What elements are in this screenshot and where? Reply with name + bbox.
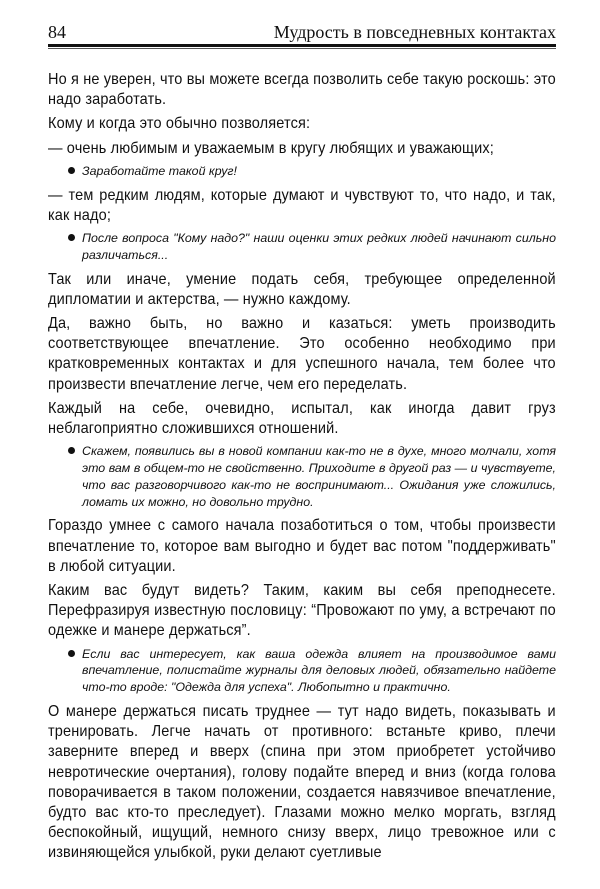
note-text: Если вас интересует, как ваша одежда влияет на производимое вами впечатление, полистайте журналы для деловых людей, обязательно найдете что-то вроде: "Одежда для успеха". Любопытно и практично. [82, 646, 556, 695]
note-text: Заработайте такой круг! [82, 163, 237, 178]
paragraph: Но я не уверен, что вы можете всегда позволить себе такую роскошь: это надо заработать. [48, 71, 556, 109]
bullet-icon [68, 167, 75, 174]
paragraph: Так или иначе, умение подать себя, требующее определенной дипломатии и актерства, — нужно каждому. [48, 270, 556, 308]
bullet-note [48, 443, 556, 510]
paragraph: Каким вас будут видеть? Таким, каким вы себя преподнесете. Перефразируя известную пословицу: “Провожают по уму, а встречают по одежке и манере держаться”. [48, 582, 556, 640]
bullet-note [48, 163, 556, 180]
page-number: 84 [48, 22, 66, 42]
paragraph: Да, важно быть, но важно и казаться: уметь производить соответствующее впечатление. Это особенно необходимо при кратковременных контактах и для успешного начала, тем более что произвести впечатление легче, чем его переделать. [48, 315, 556, 393]
paragraph: О манере держаться писать труднее — тут надо видеть, показывать и тренировать. Легче начать от противного: встаньте криво, плечи заверните вперед и вверх (спина при этом приобретет устойчиво невротические очертания), голову подайте вперед и вниз (когда голова поворачивается в таком положении, создается навязчивое впечатление, будто вас кто-то преследует). Глазами можно мелко моргать, взгляд беспокойный, ищущий, немного снизу вверх, лицо тревожное или с извиняющейся улыбкой, руки делают суетливые [48, 703, 556, 862]
header-rule-thick [48, 44, 556, 47]
bullet-note [48, 230, 556, 264]
paragraph: Каждый на себе, очевидно, испытал, как иногда давит груз неблагоприятно сложившихся отношений. [48, 399, 556, 438]
bullet-icon [68, 234, 75, 241]
bullet-icon [68, 447, 75, 454]
running-title: Мудрость в повседневных контактах [273, 22, 556, 42]
bullet-note [48, 646, 556, 696]
list-item: — тем редким людям, которые думают и чувствуют то, что надо, и так, как надо; [48, 186, 556, 224]
note-text: Скажем, появились вы в новой компании как-то не в духе, много молчали, хотя это вам в общем-то не свойственно. Приходите в другой раз — и чувствуете, что вас разговорчивого как-то не воспринимают... Ожидания уже сложились, ломать их можно, но довольно трудно. [82, 444, 556, 509]
running-header [48, 22, 556, 42]
book-page [48, 22, 556, 868]
note-text: После вопроса "Кому надо?" наши оценки этих редких людей начинают сильно различаться... [82, 231, 556, 262]
list-item: — очень любимым и уважаемым в кругу любящих и уважающих; [48, 139, 494, 157]
paragraph: Кому и когда это обычно позволяется: [48, 115, 311, 133]
page-body [48, 70, 556, 864]
header-rule-thin [48, 48, 556, 49]
paragraph: Гораздо умнее с самого начала позаботиться о том, чтобы произвести впечатление то, которое вам выгодно и будет вас потом "поддерживать" в любой ситуации. [48, 517, 556, 575]
bullet-icon [68, 650, 75, 657]
